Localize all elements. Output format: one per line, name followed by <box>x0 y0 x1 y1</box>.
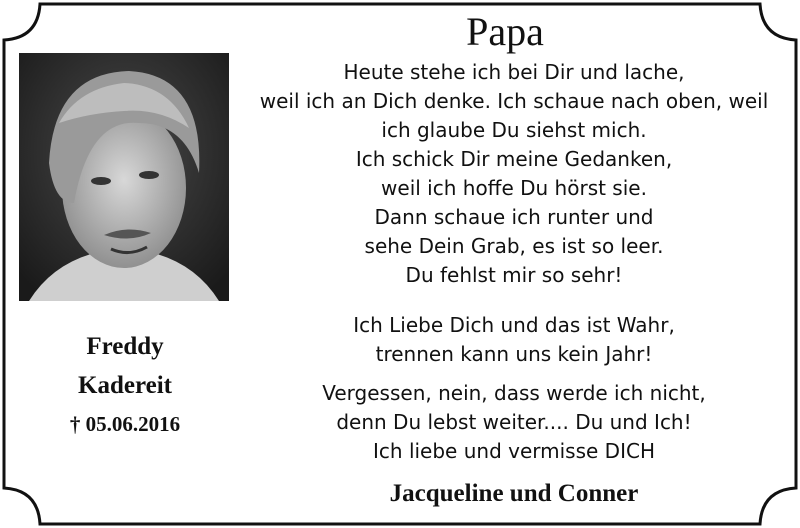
poem-line: weil ich hoffe Du hörst sie. <box>381 176 647 200</box>
poem-line: Ich liebe und vermisse DICH <box>373 439 655 463</box>
poem-line: ich glaube Du siehst mich. <box>381 118 647 142</box>
poem-line: Vergessen, nein, dass werde ich nicht, <box>322 381 706 405</box>
poem-line: Ich Liebe Dich und das ist Wahr, <box>353 313 675 337</box>
deceased-last-name: Kadereit <box>78 372 172 399</box>
poem-line: sehe Dein Grab, es ist so leer. <box>364 234 664 258</box>
deceased-first-name: Freddy <box>86 333 164 360</box>
poem-line: Dann schaue ich runter und <box>374 205 654 229</box>
poem-stanza-2 <box>228 311 800 369</box>
page-title: Papa <box>466 9 544 54</box>
signature: Jacqueline und Conner <box>389 480 639 507</box>
poem-line: Ich schick Dir meine Gedanken, <box>355 147 673 171</box>
death-date: † 05.06.2016 <box>69 412 181 436</box>
poem-line: denn Du lebst weiter.... Du und Ich! <box>336 410 692 434</box>
poem-line: trennen kann uns kein Jahr! <box>375 342 653 366</box>
poem-stanza-3 <box>228 379 800 466</box>
poem-line: Heute stehe ich bei Dir und lache, <box>343 60 685 84</box>
portrait-photo <box>19 53 229 301</box>
poem-stanza-1 <box>228 58 800 290</box>
poem-line: Du fehlst mir so sehr! <box>405 263 623 287</box>
poem-line: weil ich an Dich denke. Ich schaue nach oben, weil <box>259 89 769 113</box>
